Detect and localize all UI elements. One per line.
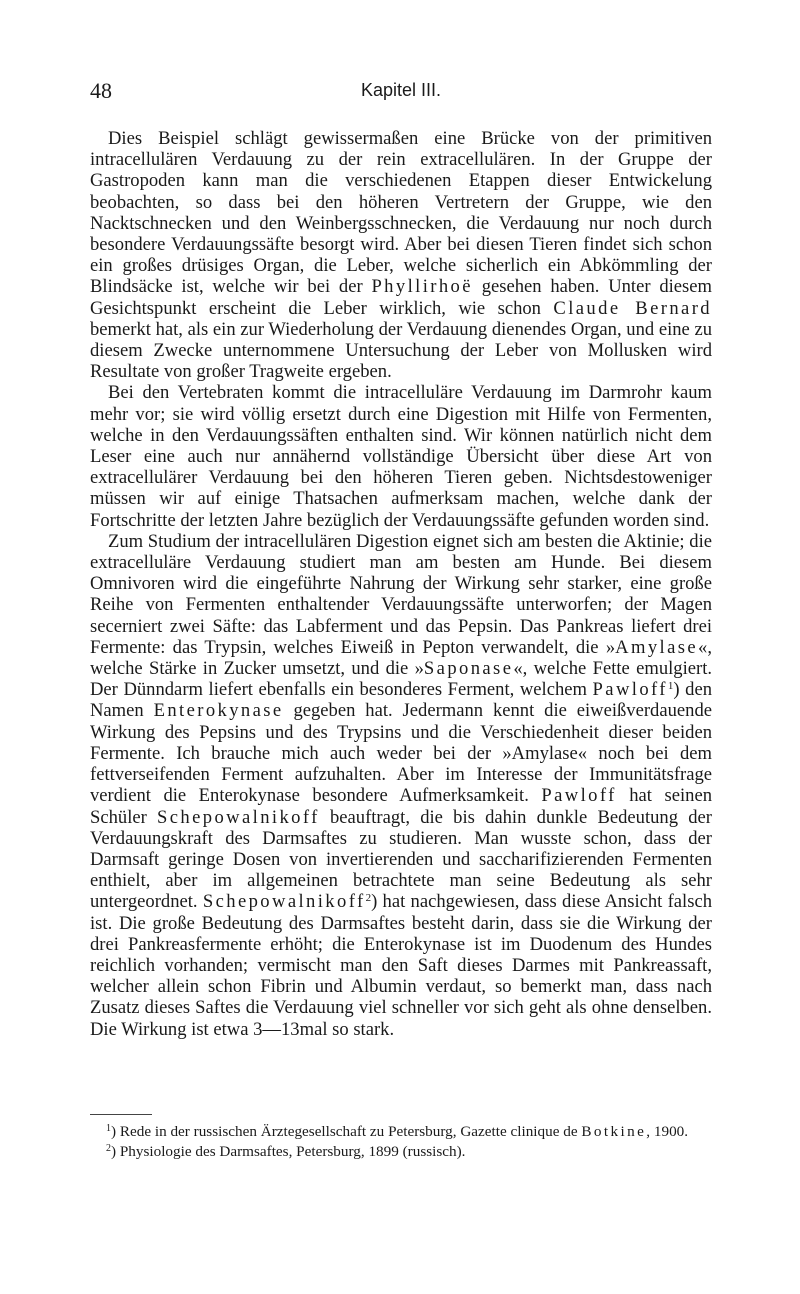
text-run: gegeben hat. Jedermann kennt die eiweißverdauende Wirkung des Pepsins und des Trypsins und die Verschiedenheit dieser beiden Fermente. Ich brauche mich auch weder bei der »Amylase« noch bei dem fettverseifenden Ferment aufzuhalten. Aber im Interesse der Immunitätsfrage verdient die Enterokynase besondere Aufmerksamkeit.: [90, 700, 712, 807]
text-run: bemerkt hat, als ein zur Wiederholung der Verdauung dienendes Organ, und eine zu diesem Zwecke unternommene Untersuchung der Leber von Mollusken wird Resultate von großer Tragweite ergeben.: [90, 318, 712, 383]
footnote-rule: [90, 1114, 152, 1115]
text-run: ) Rede in der russischen Ärztegesellschaft zu Petersburg, Gazette clinique de: [111, 1123, 582, 1140]
page-header: [90, 78, 712, 106]
footnote-ref: 2: [365, 892, 372, 905]
spaced-name: Pawloff: [592, 679, 668, 701]
text-run: «, welche Stärke in Zucker umsetzt, und die »: [90, 636, 712, 680]
spaced-term: Enterokynase: [153, 700, 284, 722]
footnote-2: [90, 1142, 712, 1162]
spaced-name: Botkine: [581, 1123, 647, 1140]
spaced-name: Claude Bernard: [553, 297, 712, 319]
paragraph-2: [90, 382, 712, 530]
running-head: Kapitel III.: [360, 80, 442, 100]
text-run: «, welche Fette emulgiert. Der Dünndarm liefert ebenfalls ein besonderes Ferment, welchem: [90, 658, 713, 701]
paragraph-1: [90, 128, 712, 382]
spaced-name: Schepowalnikoff: [157, 806, 320, 828]
text-run: beauftragt, die bis dahin dunkle Bedeutung der Verdauungskraft des Darmsaftes zu studieren. Man wusste schon, dass der Darmsaft geringe Dosen von invertierenden und saccharifizierenden Fermenten enthielt, aber im allgemeinen betrachtete man seine Bedeutung als sehr untergeordnet.: [90, 806, 712, 913]
text-run: , 1900.: [646, 1123, 689, 1140]
text-run: gesehen haben. Unter diesem Gesichtspunkt erscheint die Leber wirklich, wie schon: [90, 276, 712, 319]
spaced-term: Saponase: [423, 658, 514, 680]
text-run: ) Physiologie des Darmsaftes, Petersburg, 1899 (russisch).: [111, 1142, 466, 1160]
text-run: Bei den Vertebraten kommt die intracelluläre Verdauung im Darmrohr kaum mehr vor; sie wird völlig ersetzt durch eine Digestion mit Hilfe von Fermenten, welche in den Verdauungssäften enthalten sind. Wir können natürlich nicht dem Leser eine auch nur annähernd vollständige Übersicht über diese Art von extracellulärer Verdauung bei den höheren Tieren geben. Nichtsdestoweniger müssen wir auf einige Thatsachen aufmerksam machen, welche dank der Fortschritte der letzten Jahre bezüglich der Verdauungssäfte gefunden worden sind.: [90, 382, 712, 531]
footnote-mark: 2: [106, 1142, 111, 1154]
spaced-name: Schepowalnikoff: [202, 891, 366, 913]
spaced-name: Phyllirhoë: [371, 276, 473, 298]
text-run: Zum Studium der intracellulären Digestion eignet sich am besten die Aktinie; die extracelluläre Verdauung studiert man am besten am Hunde. Bei diesem Omnivoren wird die eingeführte Nahrung der Wirkung sehr starker, eine große Reihe von Fermenten enthaltender Verdauungssäfte unterworfen; der Magen secerniert zwei Säfte: das Labferment und das Pepsin. Das Pankreas liefert drei Fermente: das Trypsin, welches Eiweiß in Pepton verwandelt, die »: [90, 530, 712, 658]
body-text: [90, 128, 712, 1040]
paragraph-3: [90, 531, 712, 1040]
page-number: 48: [90, 78, 112, 103]
spaced-term: Amylase: [615, 636, 699, 658]
footnotes: [90, 1122, 712, 1161]
spaced-name: Pawloff: [541, 785, 617, 807]
text-run: ) den Namen: [90, 679, 713, 722]
text-run: Dies Beispiel schlägt gewissermaßen eine Brücke von der primitiven intracellulären Verdauung zu der rein extracellulären. In der Gruppe der Gastropoden kann man die verschiedenen Etappen dieser Entwickelung beobachten, so dass bei den höheren Vertretern der Gruppe, wie den Nacktschnecken und den Weinbergsschnecken, die Verdauung nur noch durch besondere Verdauungssäfte besorgt wird. Aber bei diesen Tieren findet sich schon ein großes drüsiges Organ, die Leber, welche sicherlich ein Abkömmling der Blindsäcke ist, welche wir bei der: [90, 128, 712, 298]
footnote-mark: 1: [106, 1123, 111, 1134]
footnote-1: [90, 1122, 712, 1142]
text-run: ) hat nachgewiesen, dass diese Ansicht falsch ist. Die große Bedeutung des Darmsaftes besteht darin, dass sie die Wirkung der drei Pankreasfermente erhöht; die Enterokynase ist im Duodenum des Hundes reichlich vorhanden; vermischt man den Saft dieses Darmes mit Pankreassaft, welcher allein schon Fibrin und Albumin verdaut, so bemerkt man, dass nach Zusatz dieses Saftes die Verdauung viel schneller vor sich geht als ohne denselben. Die Wirkung ist etwa 3—13mal so stark.: [90, 891, 713, 1040]
text-run: hat seinen Schüler: [90, 785, 712, 828]
footnote-ref: 1: [667, 680, 674, 693]
